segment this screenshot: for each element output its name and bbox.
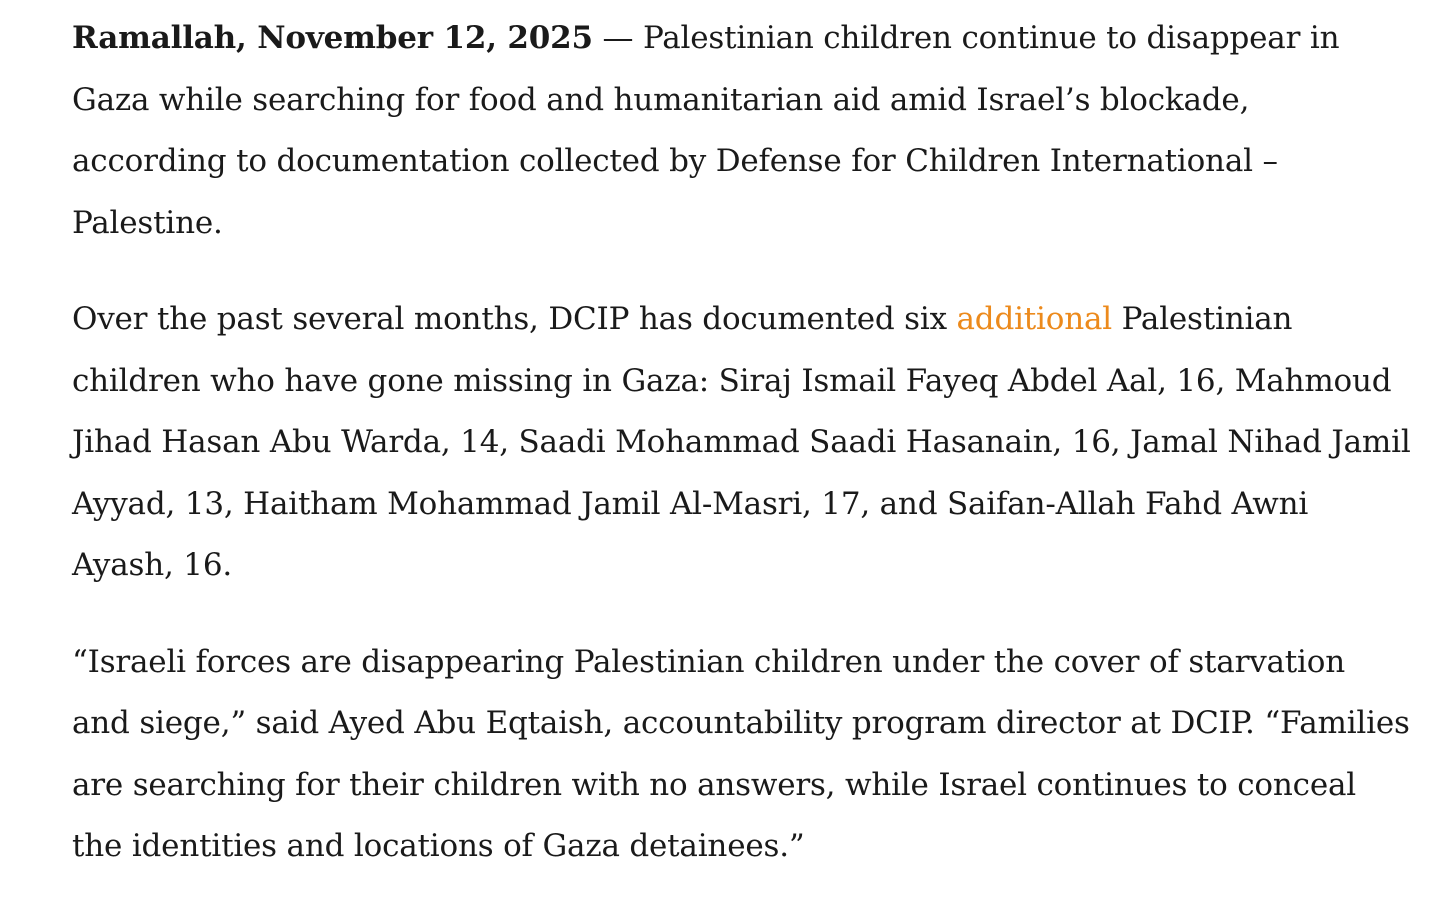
paragraph-missing-children-lead: Over the past several months, DCIP has documented six — [72, 301, 957, 337]
paragraph-missing-children-rest: Palestinian children who have gone missing in Gaza: Siraj Ismail Fayeq Abdel Aal, 16, Mahmoud Jihad Hasan Abu Warda, 14, Saadi Mohammad Saadi Hasanain, 16, Jamal Nihad Jamil Ayyad, 13, Haitham Mohammad Jamil Al-Masri, 17, and Saifan-Allah Fahd Awni Ayash, 16. — [72, 301, 1411, 583]
paragraph-missing-children — [72, 289, 1412, 597]
additional-link[interactable]: additional — [956, 301, 1112, 337]
paragraph-intro — [72, 8, 1412, 254]
article-body — [72, 8, 1412, 913]
paragraph-quote — [72, 632, 1412, 878]
dateline: Ramallah, November 12, 2025 — [72, 20, 593, 56]
paragraph-intro-text: — Palestinian children continue to disappear in Gaza while searching for food and humanitarian aid amid Israel’s blockade, according to documentation collected by Defense for Children International – Palestine. — [72, 20, 1340, 241]
paragraph-quote-text: “Israeli forces are disappearing Palestinian children under the cover of starvation and siege,” said Ayed Abu Eqtaish, accountability program director at DCIP. “Families are searching for their children with no answers, while Israel continues to conceal the identities and locations of Gaza detainees.” — [72, 643, 1410, 864]
